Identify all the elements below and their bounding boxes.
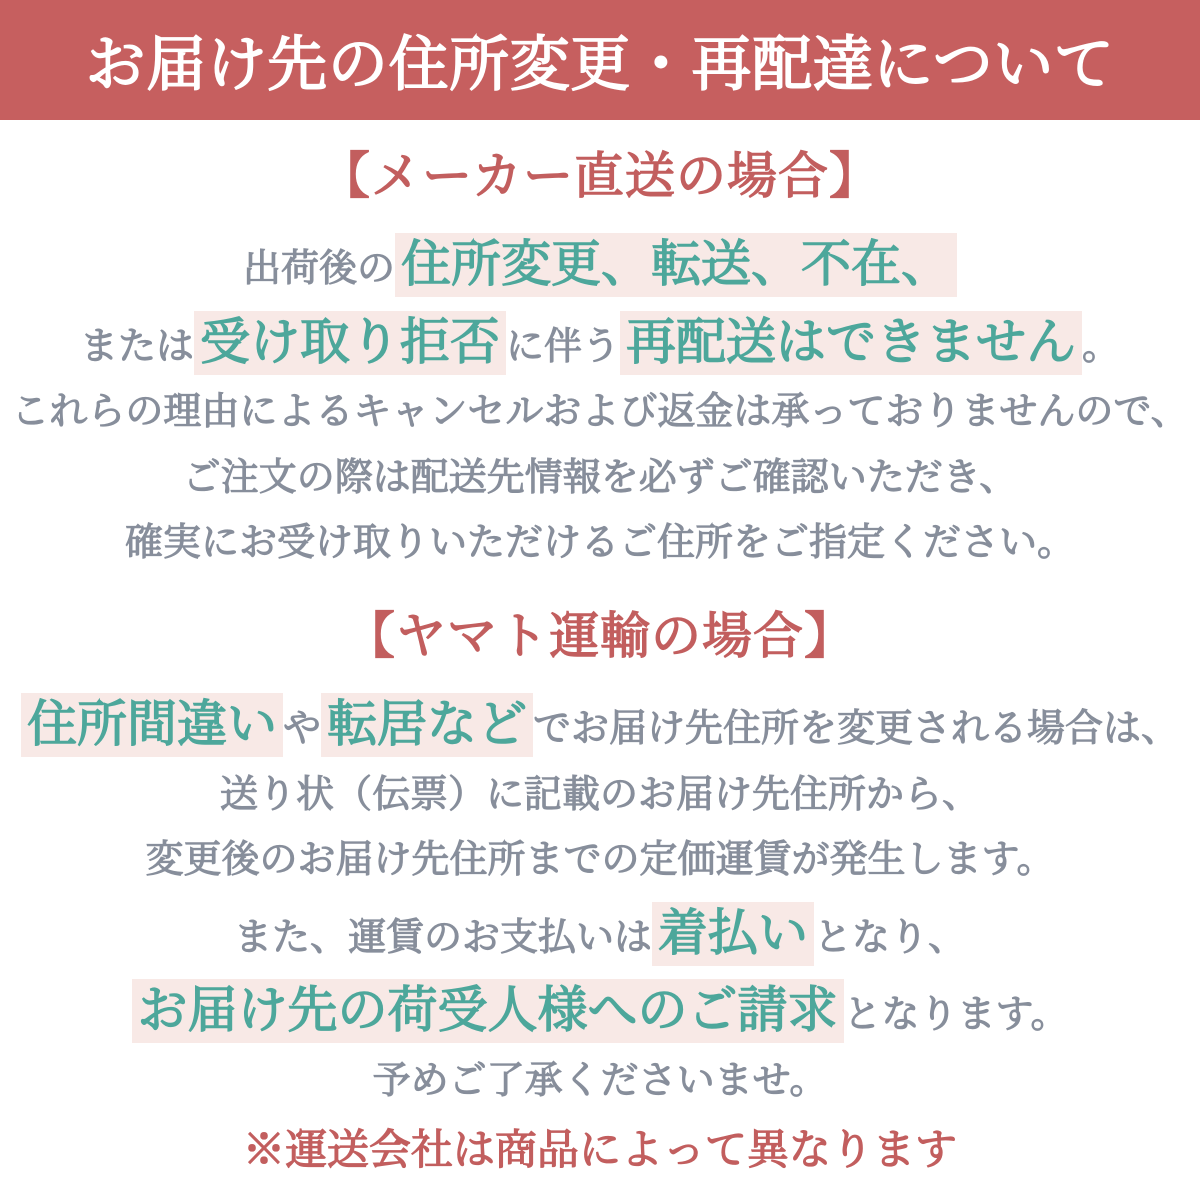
text-segment: となり、 <box>814 916 967 959</box>
text-line <box>0 522 1200 566</box>
text-line <box>0 314 1200 372</box>
highlighted-text: 着払い <box>652 902 814 966</box>
text-line <box>0 1126 1200 1174</box>
text-segment: となります。 <box>843 994 1069 1037</box>
text-segment: に伴う <box>505 325 620 368</box>
text-segment: 。 <box>1082 325 1121 368</box>
text-line <box>0 774 1200 818</box>
text-segment: これらの理由によるキャンセルおよび返金は承っておりませんので、 <box>11 391 1189 433</box>
text-line <box>0 982 1200 1040</box>
text-line <box>0 905 1200 963</box>
text-line <box>0 1060 1200 1104</box>
page-title: お届け先の住所変更・再配達について <box>85 31 1115 98</box>
highlighted-text: 転居など <box>321 693 533 757</box>
text-line <box>0 696 1200 754</box>
note-text: ※運送会社は商品によって異なります <box>242 1125 957 1173</box>
highlighted-text: お届け先の荷受人様へのご請求 <box>132 979 844 1043</box>
text-segment: 確実にお受け取りいただけるご住所をご指定ください。 <box>124 522 1075 565</box>
text-segment: また、運賃のお支払いは <box>233 916 652 959</box>
text-segment: でお届け先住所を変更される場合は、 <box>533 708 1180 751</box>
text-segment: または <box>79 325 194 368</box>
page-title-banner <box>0 0 1200 120</box>
highlighted-text: 受け取り拒否 <box>194 311 506 375</box>
text-segment: ご注文の際は配送先情報を必ずご確認いただき、 <box>182 456 1018 499</box>
highlighted-text: 住所間違い <box>21 693 283 757</box>
text-segment: 変更後のお届け先住所までの定価運賃が発生します。 <box>145 839 1055 882</box>
text-segment: 予めご了承くださいませ。 <box>372 1059 828 1102</box>
text-segment: 出荷後の <box>242 248 395 290</box>
text-segment: や <box>282 708 321 751</box>
text-line <box>0 236 1200 294</box>
highlighted-text: 再配送はできません <box>620 311 1082 375</box>
text-segment: 送り状（伝票）に記載のお届け先住所から、 <box>219 773 980 816</box>
text-line <box>0 457 1200 501</box>
text-line <box>0 839 1200 883</box>
notice-body <box>0 136 1200 1174</box>
section-heading: 【メーカー直送の場合】 <box>320 148 880 204</box>
section-heading: 【ヤマト運輸の場合】 <box>345 608 855 665</box>
highlighted-text: 住所変更、転送、不在、 <box>395 233 957 297</box>
text-line <box>0 391 1200 435</box>
